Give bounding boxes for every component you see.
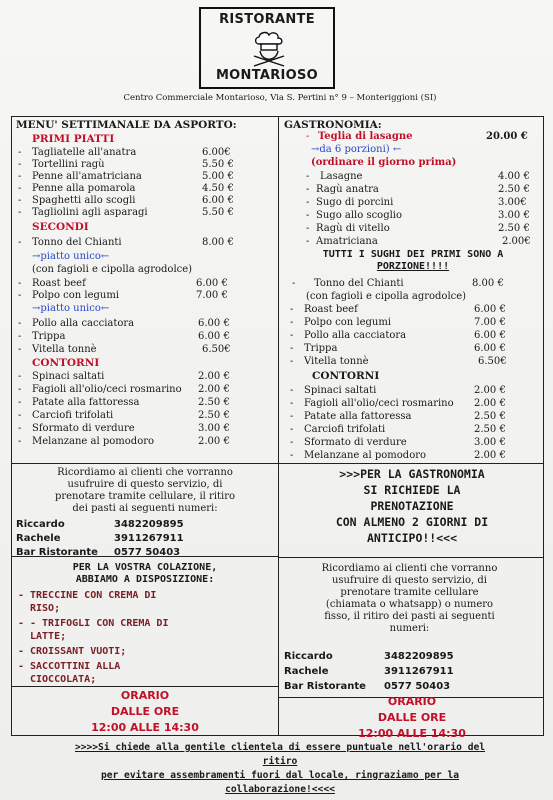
orario-left: ORARIO DALLE ORE 12:00 ALLE 14:30 [91, 689, 199, 734]
section-divider-3 [278, 557, 544, 558]
contorni-heading: CONTORNI [32, 357, 100, 369]
contacts-info-right: Ricordiamo ai clienti che vorranno usufruire di questo servizio, di prenotare tramite cellulare (chiamata o whatsapp) o numero fisso, il ritiro dei pasti ai seguenti numeri: [321, 563, 498, 634]
gastronomia-booking-note: >>>PER LA GASTRONOMIA SI RICHIEDE LA PRENOTAZIONE CON ALMENO 2 GIORNI DI ANTICIPO!!<<< [335, 467, 489, 545]
piatto-unico-note-2: →piatto unico← [32, 303, 110, 314]
menu-sheet: RISTORANTE MONTARIOSO Centro Commerciale Montarioso, Via S. Pertini n° 9 – Monteriggioni (SI) MENU' SETTIMANALE DA ASPORTO: PRIMI PIATTI - Tagliatelle all'anatra 6.00€ - Tortellini ragù 5.50 € - Penne all'amatriciana 5.00 € - Penne alla pomarola 4.50 € - Spaghetti allo scogli 6.00 € - Tagliolini agli asparagi 5.50 € SECONDI - Tonno del Chianti 8.00 € →piatto unico← (con fagioli e cipolla agrodolce) - Roast beef 6.00 € - Polpo con legumi 7.00 € →piatto unico← - Pollo alla cacciatora 6.00 € - Trippa 6.00 € - Vitella tonnè 6.50€ CONTORNI - Spinaci saltati 2.00 € - Fagioli all'olio/ceci rosmarino 2.00 € - Patate alla fattoressa 2.50 € - Carciofi trifolati 2.50 € - Sformato di verdure 3.00 € - Melanzane al pomodoro 2.00 € GASTRONOMIA: - Teglia di lasagne 20.00 € →da 6 porzioni) ← (ordinare il giorno prima) - Lasagne 4.00 € - Ragù anatra 2.50 € - Sugo di porcini 3.00€ - Sugo allo scoglio 3.00 € - Ragù di vitello 2.50 € - Amatriciana 2.00€ TUTTI I SUGHI DEI PRIMI SONO A PORZIONE!!!! - Tonno del Chianti 8.00 € (con fagioli e cipolla agrodolce) - Roast beef 6.00 € - Polpo con legumi 7.00 € - Pollo alla cacciatora 6.00 € - Trippa 6.00 € - Vitella tonnè 6.50€ CONTORNI - Spinaci saltati 2.00 € - Fagioli all'olio/ceci rosmarino 2.00 € - Patate alla fattoressa 2.50 € - Carciofi trifolati 2.50 € - Sformato di verdure 3.00 € - Melanzane al pomodoro 2.00 € Ricordiamo ai clienti che vorranno usufruire di questo servizio, di prenotare tramite cellulare, il ritiro dei pasti ai seguenti numeri: Riccardo 3482209895 Rachele 3911267911 Bar Ristorante 0577 50403 >>>PER LA GASTRONOMIA SI RICHIEDE LA PRENOTAZIONE CON ALMENO 2 GIORNI DI ANTICIPO!!<<< PER LA VOSTRA COLAZIONE, ABBIAMO A DISPOSIZIONE: - TRECCINE CON CREMA DI RISO; - - TRIFOGLI CON CREMA DI LATTE; - CROISSANT VUOTI; - SACCOTTINI ALLA CIOCCOLATA; Ricordiamo ai clienti che vorranno usufruire di questo servizio, di prenotare tramite cellulare (chiamata o whatsapp) o numero fisso, il ritiro dei pasti ai seguenti numeri: Riccardo 3482209895 Rachele 3911267911 Bar Ristorante 0577 50403 ORARIO DALLE ORE 12:00 ALLE 14:30 ORARIO DALLE ORE 12:00 ALLE 14:30 >>>>Si chiede alla gentile clientela di essere puntuale nell'orario del ritiro per evitare assembramenti fuori dal locale, ringraziamo per la collaborazione!<<<< [0, 0, 553, 800]
fagioli-note-right: (con fagioli e cipolla agrodolce) [306, 291, 467, 302]
logo-top-text: RISTORANTE [219, 12, 315, 27]
ordinare-note: (ordinare il giorno prima) [311, 157, 457, 168]
menu-title: MENU' SETTIMANALE DA ASPORTO: [16, 119, 237, 131]
fagioli-note: (con fagioli e cipolla agrodolce) [32, 264, 193, 275]
primi-heading: PRIMI PIATTI [32, 133, 115, 145]
porzioni-note: →da 6 porzioni) ← [311, 144, 402, 155]
footer-notice: >>>>Si chiede alla gentile clientela di essere puntuale nell'orario del ritiro per evitare assembramenti fuori dal locale, ringraziamo per la collaborazione!<<<< [74, 742, 486, 795]
list-item: - SACCOTTINI ALLA CIOCCOLATA; [18, 661, 121, 685]
list-item: - TRECCINE CON CREMA DI RISO; [18, 590, 157, 614]
list-item: - CROISSANT VUOTI; [18, 646, 127, 657]
secondi-heading: SECONDI [32, 221, 89, 233]
column-divider [278, 116, 279, 736]
colazione-title: PER LA VOSTRA COLAZIONE, ABBIAMO A DISPOSIZIONE: [72, 562, 218, 585]
logo-bottom-text: MONTARIOSO [215, 68, 319, 83]
contorni-heading-right: CONTORNI [312, 370, 380, 382]
piatto-unico-note: →piatto unico← [32, 251, 110, 262]
restaurant-address: Centro Commerciale Montarioso, Via S. Pertini n° 9 – Monteriggioni (SI) [123, 93, 437, 103]
sughi-porzione-note: TUTTI I SUGHI DEI PRIMI SONO A PORZIONE!!!! [322, 249, 504, 272]
restaurant-logo [199, 7, 335, 89]
list-item: - - TRIFOGLI CON CREMA DI LATTE; [18, 618, 169, 642]
colazione-list [18, 589, 273, 686]
section-divider-1 [11, 463, 544, 464]
orario-right: ORARIO DALLE ORE 12:00 ALLE 14:30 [358, 695, 466, 740]
section-divider-4 [11, 686, 278, 687]
chef-hat-icon [249, 30, 289, 68]
contacts-info-left: Ricordiamo ai clienti che vorranno usufruire di questo servizio, di prenotare tramite cellulare, il ritiro dei pasti ai seguenti numeri: [54, 467, 236, 514]
gastronomia-title: GASTRONOMIA: [284, 119, 382, 131]
